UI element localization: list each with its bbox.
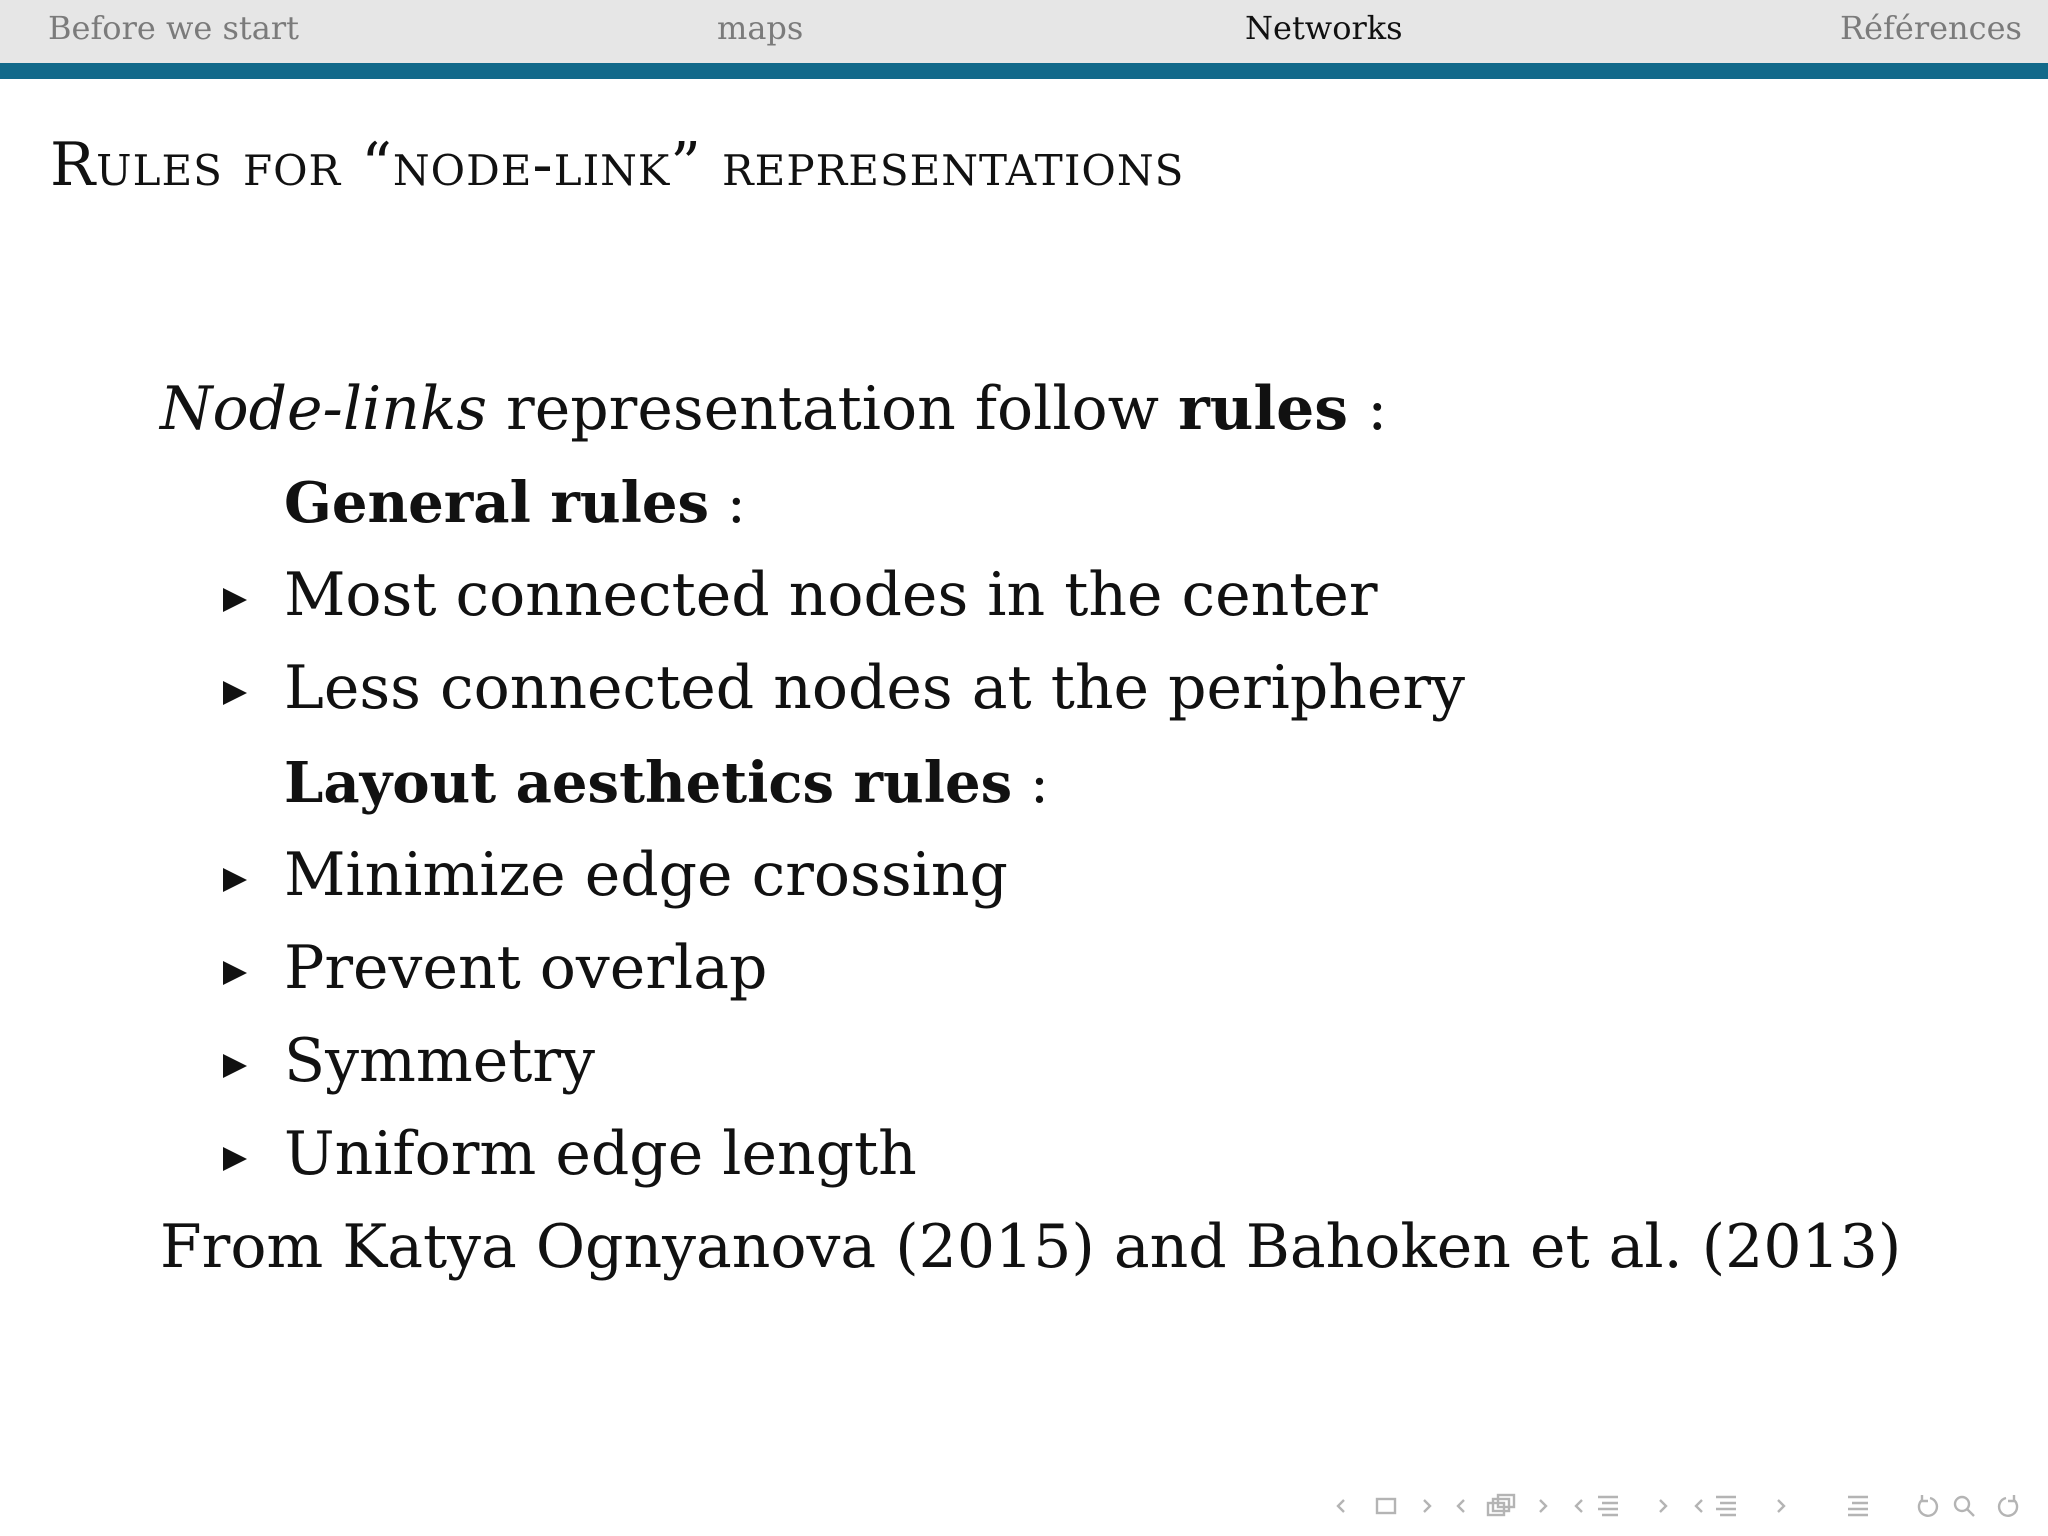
document-outline-icon[interactable]	[1848, 1497, 1868, 1515]
section-navigation-bar	[0, 0, 2048, 63]
layout-rule-item: Minimize edge crossing	[284, 840, 1008, 910]
redo-arrow-icon[interactable]	[1999, 1495, 2017, 1516]
bullet-triangle-icon	[223, 1147, 247, 1171]
bullet-triangle-icon	[223, 681, 247, 705]
intro-bold: rules	[1178, 374, 1349, 444]
intro-italic: Node-links	[160, 374, 487, 444]
bullet-triangle-icon	[223, 868, 247, 892]
next-frame-arrow-icon[interactable]	[1540, 1500, 1546, 1512]
navigation-divider	[0, 63, 2048, 79]
intro-middle: representation follow	[486, 374, 1179, 444]
layout-rules-colon: :	[1012, 751, 1049, 816]
next-section-arrow-icon[interactable]	[1778, 1500, 1784, 1512]
layout-rules-label: Layout aesthetics rules	[284, 750, 1013, 816]
general-rules-label: General rules	[284, 470, 710, 536]
intro-line	[160, 374, 1387, 444]
general-rules-heading	[284, 470, 746, 536]
next-slide-arrow-icon[interactable]	[1424, 1500, 1430, 1512]
intro-tail: :	[1348, 374, 1388, 444]
layout-rules-heading	[284, 750, 1049, 816]
subsection-list-icon[interactable]	[1598, 1497, 1618, 1515]
bullet-triangle-icon	[223, 1054, 247, 1078]
next-subsection-arrow-icon[interactable]	[1660, 1500, 1666, 1512]
source-citation: From Katya Ognyanova (2015) and Bahoken et al. (2013)	[160, 1212, 1902, 1282]
nav-section-references[interactable]: Références	[1840, 9, 2022, 47]
bullet-triangle-icon	[223, 588, 247, 612]
previous-subsection-arrow-icon[interactable]	[1576, 1500, 1582, 1512]
general-rule-item: Less connected nodes at the periphery	[284, 653, 1465, 723]
nav-section-networks[interactable]: Networks	[1245, 9, 1403, 47]
nav-section-maps[interactable]: maps	[717, 9, 804, 47]
bullet-triangle-icon	[223, 961, 247, 985]
slide-title: Rules for “node-link” representations	[50, 130, 1185, 200]
search-icon[interactable]	[1955, 1497, 1974, 1516]
previous-slide-arrow-icon[interactable]	[1338, 1500, 1344, 1512]
previous-section-arrow-icon[interactable]	[1696, 1500, 1702, 1512]
section-list-icon[interactable]	[1716, 1497, 1736, 1515]
nav-section-before-we-start[interactable]: Before we start	[48, 9, 299, 47]
frame-stack-icon[interactable]	[1488, 1495, 1514, 1515]
slide-frame-icon[interactable]	[1377, 1499, 1395, 1513]
layout-rule-item: Symmetry	[284, 1026, 595, 1096]
general-rules-colon: :	[709, 471, 746, 536]
previous-frame-arrow-icon[interactable]	[1458, 1500, 1464, 1512]
layout-rule-item: Prevent overlap	[284, 933, 768, 1003]
undo-arrow-icon[interactable]	[1919, 1495, 1937, 1516]
general-rule-item: Most connected nodes in the center	[284, 560, 1378, 630]
layout-rule-item: Uniform edge length	[284, 1119, 917, 1189]
beamer-navigation-controls	[1330, 1488, 2040, 1524]
